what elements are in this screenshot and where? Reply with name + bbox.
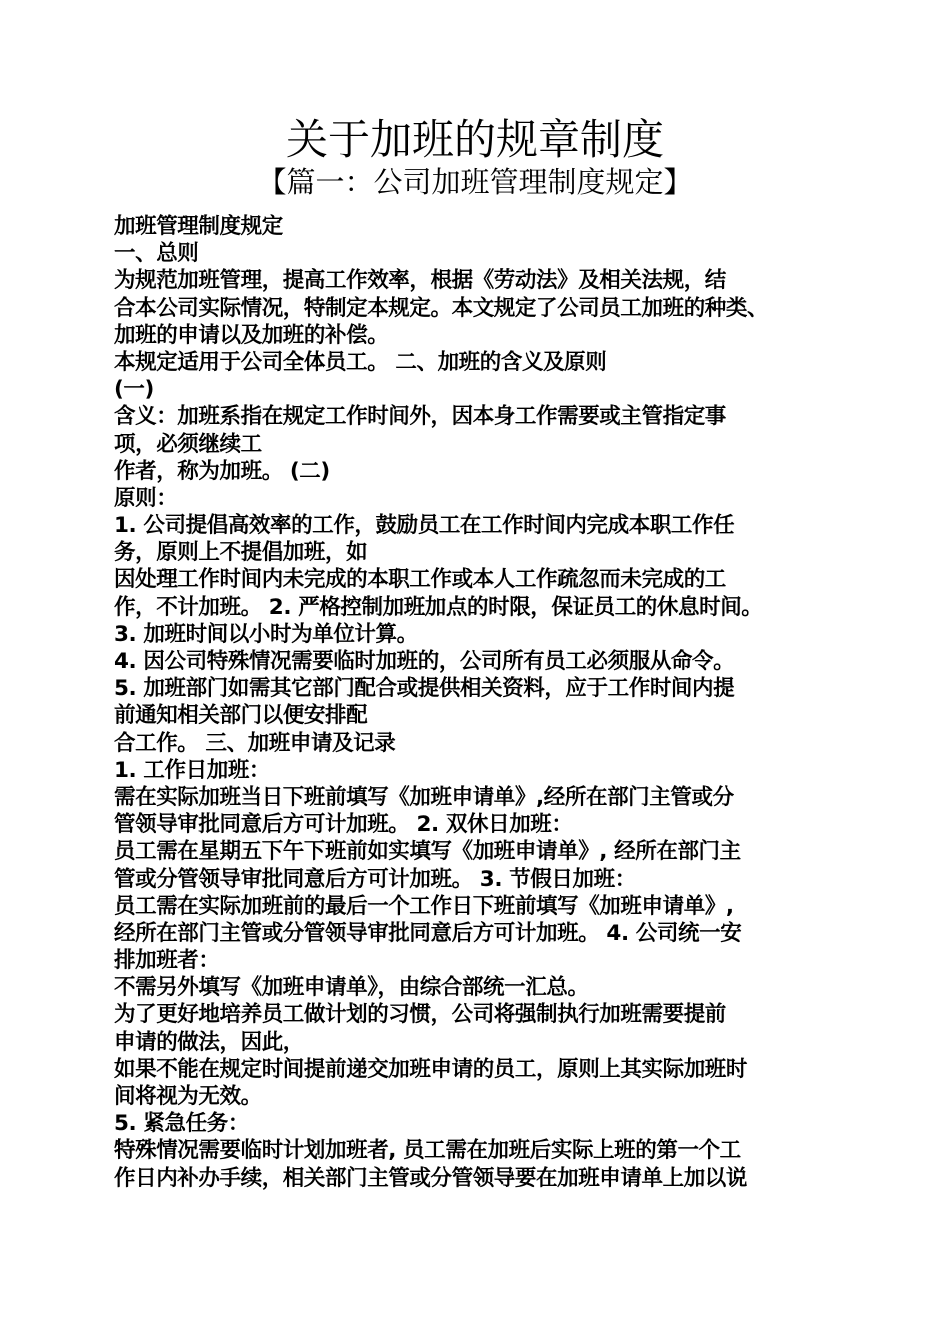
body-line: 作者，称为加班。 (二) — [114, 458, 330, 484]
body-line: 一、总则 — [114, 241, 199, 267]
body-line: 员工需在实际加班前的最后一个工作日下班前填写《加班申请单》, — [114, 893, 734, 919]
document-title: 关于加班的规章制度 — [285, 115, 664, 164]
document-subtitle: 【篇一：公司加班管理制度规定】 — [257, 165, 693, 199]
body-line: 合本公司实际情况，特制定本规定。本文规定了公司员工加班的种类、 — [114, 295, 769, 321]
body-line: 需在实际加班当日下班前填写《加班申请单》,经所在部门主管或分 — [114, 784, 734, 810]
body-line: 合工作。 三、加班申请及记录 — [114, 730, 396, 756]
body-line: 如果不能在规定时间提前递交加班申请的员工，原则上其实际加班时 — [114, 1056, 748, 1082]
body-line: 管或分管领导审批同意后方可计加班。 3. 节假日加班： — [114, 866, 636, 892]
body-line: 作日内补办手续，相关部门主管或分管领导要在加班申请单上加以说 — [114, 1165, 748, 1191]
body-line: (一) — [114, 377, 154, 403]
body-line: 为规范加班管理，提高工作效率，根据《劳动法》及相关法规，结 — [114, 268, 726, 294]
body-line: 作，不计加班。 2. 严格控制加班加点的时限，保证员工的休息时间。 — [114, 594, 763, 620]
body-line: 特殊情况需要临时计划加班者, 员工需在加班后实际上班的第一个工 — [114, 1138, 741, 1164]
body-line: 不需另外填写《加班申请单》，由综合部统一汇总。 — [114, 975, 589, 1001]
body-line: 5. 紧急任务： — [114, 1111, 249, 1137]
body-line: 经所在部门主管或分管领导审批同意后方可计加班。 4. 公司统一安 — [114, 920, 742, 946]
body-line: 4. 因公司特殊情况需要临时加班的，公司所有员工必须服从命令。 — [114, 649, 735, 674]
body-line: 项，必须继续工 — [114, 431, 262, 457]
body-line: 申请的做法，因此， — [114, 1029, 304, 1055]
body-line: 1. 工作日加班： — [114, 757, 271, 783]
body-line: 务，原则上不提倡加班，如 — [114, 540, 368, 566]
body-line: 间将视为无效。 — [114, 1084, 262, 1109]
body-line: 加班管理制度规定 — [114, 214, 283, 239]
body-line: 本规定适用于公司全体员工。 二、加班的含义及原则 — [114, 349, 607, 375]
body-line: 因处理工作时间内未完成的本职工作或本人工作疏忽而未完成的工 — [114, 567, 726, 593]
body-line: 加班的申请以及加班的补偿。 — [114, 322, 389, 348]
body-line: 含义：加班系指在规定工作时间外，因本身工作需要或主管指定事 — [114, 404, 726, 430]
body-line: 前通知相关部门以便安排配 — [114, 703, 368, 729]
body-line: 排加班者： — [114, 948, 220, 974]
body-line: 员工需在星期五下午下班前如实填写《加班申请单》, 经所在部门主 — [114, 839, 741, 865]
body-line: 原则： — [114, 485, 178, 511]
body-line: 为了更好地培养员工做计划的习惯，公司将强制执行加班需要提前 — [114, 1002, 726, 1028]
body-line: 5. 加班部门如需其它部门配合或提供相关资料，应于工作时间内提 — [114, 676, 735, 702]
body-line: 3. 加班时间以小时为单位计算。 — [114, 621, 418, 647]
body-line: 1. 公司提倡高效率的工作，鼓励员工在工作时间内完成本职工作任 — [114, 513, 735, 539]
document-body — [114, 213, 844, 1192]
body-line: 管领导审批同意后方可计加班。 2. 双休日加班： — [114, 812, 573, 838]
